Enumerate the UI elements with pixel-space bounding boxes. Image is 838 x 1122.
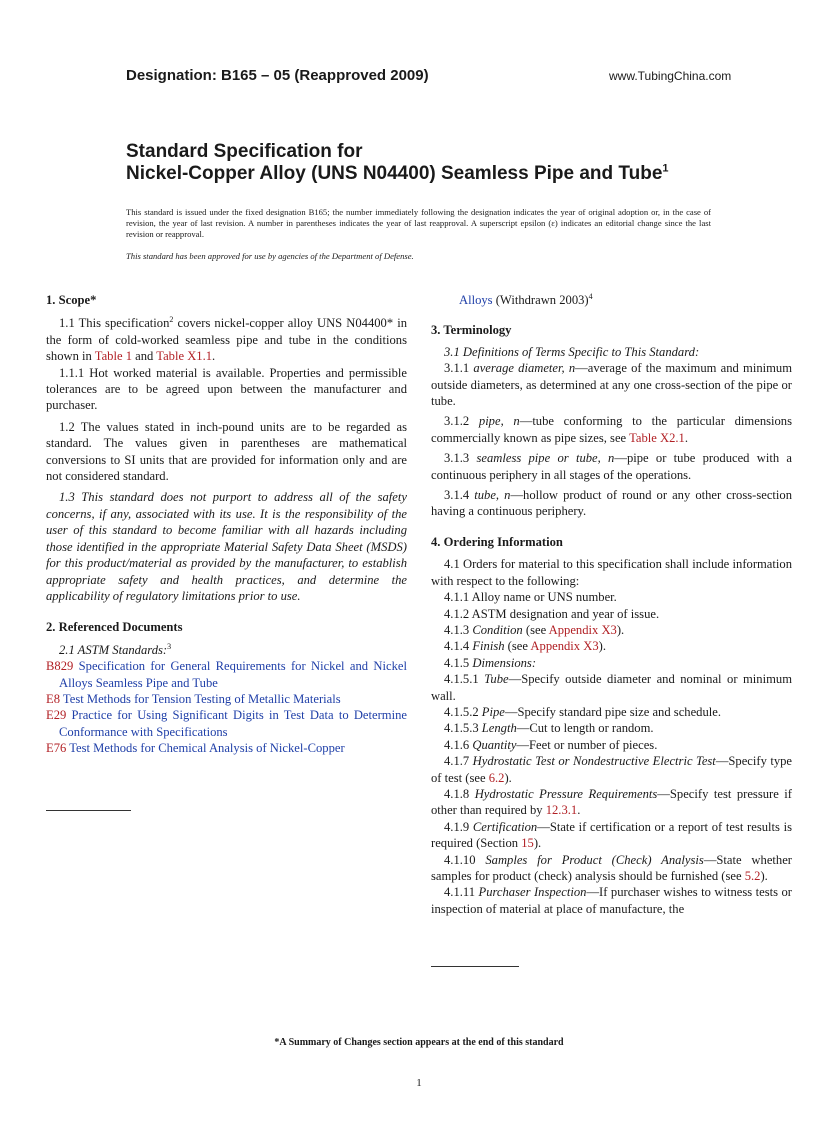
def-certification: —State if certification or a report of test results is required (Section <box>431 819 792 851</box>
ref-e76-continued <box>431 292 792 308</box>
footnote-3-mark: 3 <box>167 641 172 651</box>
def-hydrostatic-pressure: —Specify test pressure if other than required by <box>431 786 792 818</box>
section-3-heading: 3. Terminology <box>431 323 512 338</box>
ref-e76[interactable] <box>46 740 407 756</box>
para-4-1-7 <box>431 753 792 786</box>
title-line-2-text: Nickel-Copper Alloy (UNS N04400) Seamless Pipe and Tube <box>126 163 663 184</box>
section-2-heading: 2. Referenced Documents <box>46 620 183 635</box>
para-4-1-9 <box>431 819 792 852</box>
para-1-3: 1.3 This standard does not purport to address all of the safety concerns, if any, associated with its use. It is the responsibility of the user of this standard to become familiar with all hazards including those identified in the appropriate Material Safety Data Sheet (MSDS) for this product/material as provided by the manufacturer, to establish appropriate safety and health practices, and determine the applicability of regulatory limitations prior to use. <box>46 490 407 603</box>
def-purchaser-inspection: —If purchaser wishes to witness tests or inspection of material at place of manufacture, the <box>431 885 793 916</box>
ref-e29-title[interactable]: Practice for Using Significant Digits in Test Data to Determine Conformance with Specifications <box>59 708 407 739</box>
para-4-1-3 <box>431 622 792 638</box>
para-2-1 <box>46 642 407 658</box>
ref-e8[interactable] <box>46 691 407 707</box>
para-4-1-1: 4.1.1 Alloy name or UNS number. <box>444 590 617 605</box>
para-2-1-text: 2.1 ASTM Standards: <box>59 642 168 657</box>
para-3-1-4-num: 3.1.4 <box>444 488 475 503</box>
def-tube-dim: —Specify outside diameter and nominal or minimum wall. <box>431 672 792 703</box>
para-4-1-9-end: ). <box>533 836 542 851</box>
header-url[interactable]: www.TubingChina.com <box>609 69 732 83</box>
def-average-diameter: —average of the maximum and minimum outside diameters, as determined at any one cross-section of the pipe or tube. <box>431 361 792 409</box>
footnote-2-mark: 2 <box>169 315 174 325</box>
para-4-1-2: 4.1.2 ASTM designation and year of issue. <box>444 606 660 621</box>
term-tube-dim: Tube <box>484 672 509 687</box>
term-length: Length <box>481 721 517 736</box>
para-4-1-4-mid: (see <box>504 639 531 654</box>
ref-b829[interactable] <box>46 658 407 691</box>
para-1-1-d: . <box>212 349 216 364</box>
ref-e76-title[interactable]: Test Methods for Chemical Analysis of Nickel-Copper <box>66 741 345 756</box>
link-table-x1-1[interactable]: Table X1.1 <box>156 349 213 364</box>
para-4-1-10-num: 4.1.10 <box>444 852 486 867</box>
para-3-1-text: 3.1 Definitions of Terms Specific to This Standard: <box>444 344 700 359</box>
para-4-1-11-num: 4.1.11 <box>444 885 479 900</box>
dod-notice: This standard has been approved for use by agencies of the Department of Defense. <box>126 251 414 261</box>
para-4-1-10-end: ). <box>760 869 768 883</box>
ref-e76-cont-link[interactable]: Alloys <box>459 293 493 307</box>
para-4-1-8-num: 4.1.8 <box>444 786 475 801</box>
para-4-1-5-3 <box>431 720 792 736</box>
footnote-separator-right <box>431 966 519 967</box>
link-appendix-x3-a[interactable]: Appendix X3 <box>548 622 617 637</box>
section-1-heading: 1. Scope* <box>46 293 97 307</box>
link-section-15[interactable]: 15 <box>521 836 534 851</box>
para-3-1-3-num: 3.1.3 <box>444 451 477 466</box>
title-line-2 <box>126 163 669 185</box>
title-footnote-mark: 1 <box>662 162 669 175</box>
para-4-1-3-end: ). <box>616 622 625 637</box>
def-tube: —hollow product of round or any other cross-section having a continuous periphery. <box>431 488 793 519</box>
para-4-1-7-num: 4.1.7 <box>444 754 473 769</box>
para-4-1-10 <box>431 852 792 885</box>
ref-e76-withdrawn: (Withdrawn 2003) <box>492 293 589 307</box>
ref-e8-title[interactable]: Test Methods for Tension Testing of Metallic Materials <box>60 691 341 706</box>
footnote-separator-left <box>46 810 131 811</box>
term-hydrostatic-pressure: Hydrostatic Pressure Requirements <box>474 786 658 801</box>
term-pipe-dim: Pipe <box>481 704 505 719</box>
para-1-2: 1.2 The values stated in inch-pound units are to be regarded as standard. The values given in parentheses are mathematical conversions to SI units that are provided for information only and are not considered standard. <box>46 419 407 484</box>
standard-notice: This standard is issued under the fixed designation B165; the number immediately following the designation indicates the year of original adoption or, in the case of revision, the year of last revision. A number in parentheses indicates the year of last reapproval. A superscript epsilon (ε) indicates an editorial change since the last revision or reapproval. <box>126 207 711 239</box>
para-4-1-4-end: ). <box>598 639 606 654</box>
para-4-1-5 <box>431 655 792 671</box>
para-4-1-6 <box>431 737 792 753</box>
term-dimensions: Dimensions: <box>472 655 537 670</box>
para-1-1-b: covers nickel-copper alloy UNS N04400* in the form of cold-worked seamless pipe and tube in the conditions shown in <box>46 316 407 364</box>
link-6-2[interactable]: 6.2 <box>488 770 505 785</box>
title-line-1: Standard Specification for <box>126 141 363 162</box>
footnote-4-mark: 4 <box>588 291 593 301</box>
para-4-1-5-2 <box>431 704 792 720</box>
para-3-1 <box>431 344 792 360</box>
term-quantity: Quantity <box>472 737 517 752</box>
para-3-1-1 <box>431 360 792 409</box>
para-4-1-5-3-num: 4.1.5.3 <box>444 721 482 736</box>
para-3-1-4 <box>431 487 792 520</box>
page-title <box>126 141 669 185</box>
para-4-1: 4.1 Orders for material to this specification shall include information with respect to the following: <box>431 557 792 588</box>
para-3-1-2-end: . <box>684 430 688 445</box>
def-length: —Cut to length or random. <box>516 721 654 736</box>
term-average-diameter: average diameter, n <box>473 361 576 376</box>
term-tube: tube, n <box>474 488 511 503</box>
para-3-1-3 <box>431 450 792 483</box>
link-appendix-x3-b[interactable]: Appendix X3 <box>530 639 599 654</box>
term-condition: Condition <box>472 622 523 637</box>
right-column <box>431 292 792 917</box>
link-5-2[interactable]: 5.2 <box>744 869 761 883</box>
def-samples: —State whether samples for product (check) analysis should be furnished (see <box>431 852 792 883</box>
para-4-1-4 <box>431 638 792 654</box>
page-number: 1 <box>416 1077 422 1089</box>
para-4-1-11 <box>431 884 792 917</box>
def-seamless: —pipe or tube produced with a continuous periphery in all stages of the operations. <box>431 451 792 482</box>
para-4-1-5-2-num: 4.1.5.2 <box>444 704 482 719</box>
ref-e29-code[interactable]: E29 <box>46 708 67 723</box>
ref-b829-title[interactable]: Specification for General Requirements for Nickel and Nickel Alloys Seamless Pipe and Tube <box>59 659 407 690</box>
left-column <box>46 292 407 757</box>
def-hydrostatic-test: —Specify type of test (see <box>431 754 792 785</box>
term-purchaser-inspection: Purchaser Inspection <box>478 885 587 900</box>
ref-e29[interactable] <box>46 707 407 740</box>
para-4-1-8-end: . <box>577 803 581 818</box>
def-pipe: —tube conforming to the particular dimensions commercially known as pipe sizes, see <box>431 414 793 445</box>
term-pipe: pipe, n <box>478 414 520 429</box>
para-4-1-5-num: 4.1.5 <box>444 655 473 670</box>
def-pipe-dim: —Specify standard pipe size and schedule. <box>504 704 721 719</box>
para-4-1-3-mid: (see <box>522 622 549 637</box>
para-1-1-1: 1.1.1 Hot worked material is available. Properties and permissible tolerances are to be agreed upon between the manufacturer and purchaser. <box>46 365 407 413</box>
para-4-1-4-num: 4.1.4 <box>444 639 473 654</box>
ref-e76-code[interactable]: E76 <box>46 741 67 756</box>
para-4-1-6-num: 4.1.6 <box>444 737 473 752</box>
para-1-1-c: and <box>132 349 157 364</box>
def-quantity: —Feet or number of pieces. <box>516 737 658 752</box>
para-3-1-1-num: 3.1.1 <box>444 361 474 376</box>
para-4-1-3-num: 4.1.3 <box>444 622 473 637</box>
link-table-1[interactable]: Table 1 <box>94 349 132 364</box>
link-table-x2-1[interactable]: Table X2.1 <box>629 430 685 445</box>
term-seamless: seamless pipe or tube, n <box>476 451 615 466</box>
para-1-1-a: 1.1 This specification <box>59 316 170 331</box>
ref-b829-code[interactable]: B829 <box>46 659 74 674</box>
term-hydrostatic-test: Hydrostatic Test or Nondestructive Electric Test <box>472 754 716 769</box>
para-3-1-2 <box>431 413 792 446</box>
section-4-heading: 4. Ordering Information <box>431 534 563 549</box>
term-samples: Samples for Product (Check) Analysis <box>485 852 704 867</box>
para-4-1-5-1-num: 4.1.5.1 <box>444 672 485 687</box>
designation: Designation: B165 – 05 (Reapproved 2009) <box>126 67 429 84</box>
para-4-1-8 <box>431 786 792 819</box>
term-certification: Certification <box>472 819 538 834</box>
link-12-3-1[interactable]: 12.3.1 <box>545 803 578 818</box>
term-finish: Finish <box>472 639 505 654</box>
para-4-1-9-num: 4.1.9 <box>444 819 473 834</box>
summary-of-changes-note: *A Summary of Changes section appears at the end of this standard <box>274 1037 564 1048</box>
ref-e8-code[interactable]: E8 <box>46 691 60 706</box>
para-1-1 <box>46 315 407 364</box>
para-4-1-5-1 <box>431 671 792 704</box>
para-3-1-2-num: 3.1.2 <box>444 414 479 429</box>
para-4-1-7-end: ). <box>504 770 512 785</box>
